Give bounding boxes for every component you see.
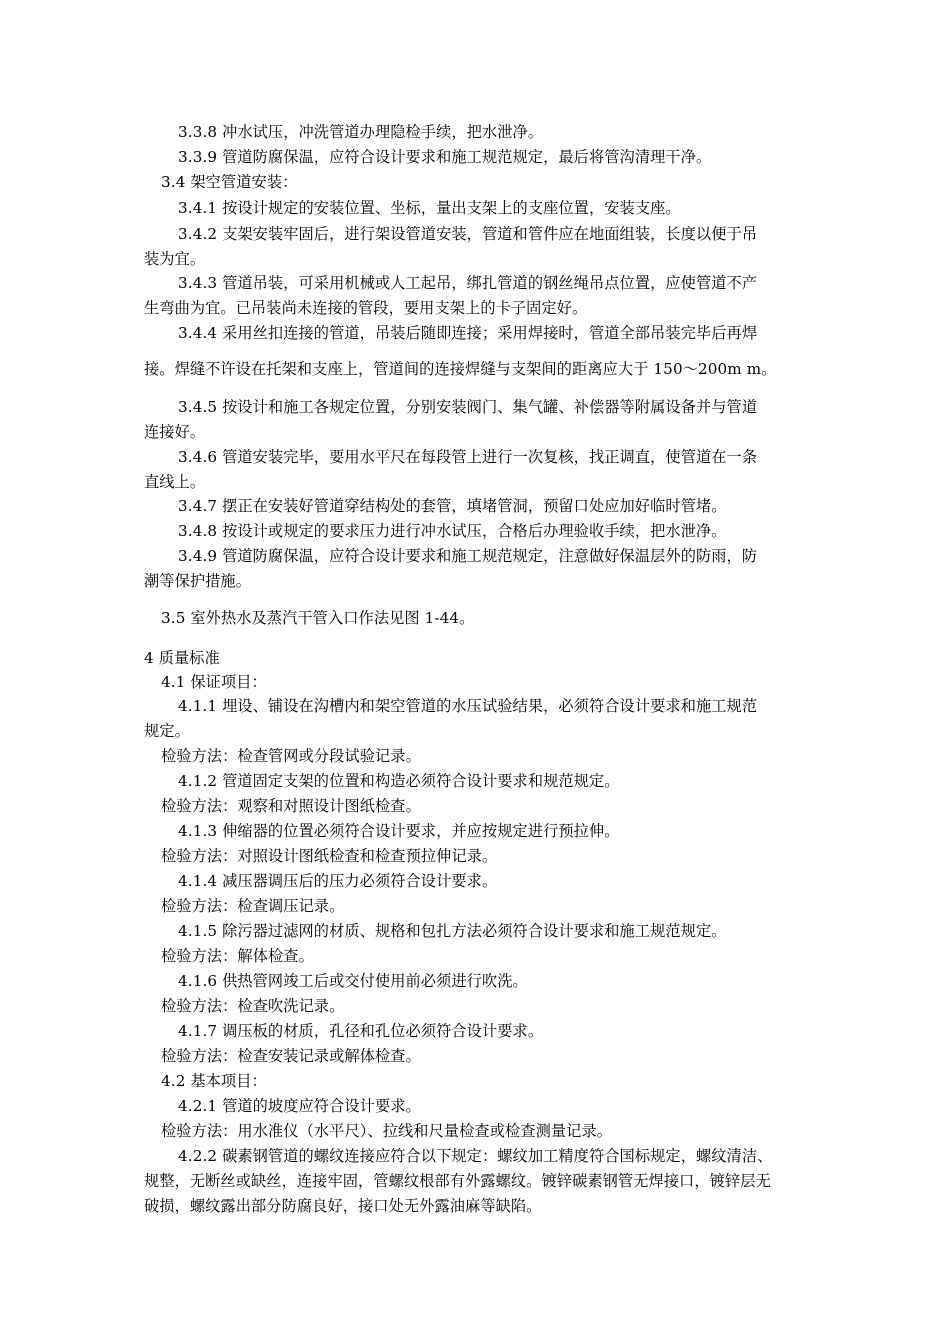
text-line: 4.2.2 碳素钢管道的螺纹连接应符合以下规定：螺纹加工精度符合国标规定，螺纹清洁、 xyxy=(178,1147,773,1165)
text-line: 4.1.2 管道固定支架的位置和构造必须符合设计要求和规范规定。 xyxy=(178,772,620,790)
chapter-heading: 4 质量标准 xyxy=(144,649,220,667)
inspection-method: 检验方法：检查吹洗记录。 xyxy=(161,997,345,1015)
text-line: 4.1.1 埋设、铺设在沟槽内和架空管道的水压试验结果，必须符合设计要求和施工规范 xyxy=(178,697,758,715)
text-line: 3.4.8 按设计或规定的要求压力进行冲水试压，合格后办理验收手续，把水泄净。 xyxy=(178,522,727,540)
text-line: 4.1.7 调压板的材质，孔径和孔位必须符合设计要求。 xyxy=(178,1022,544,1040)
text-line: 4.1.5 除污器过滤网的材质、规格和包扎方法必须符合设计要求和施工规范规定。 xyxy=(178,922,727,940)
text-line: 3.4.4 采用丝扣连接的管道，吊装后随即连接；采用焊接时，管道全部吊装完毕后再焊 xyxy=(178,324,758,342)
text-line: 连接好。 xyxy=(144,423,206,441)
inspection-method: 检验方法：检查管网或分段试验记录。 xyxy=(161,747,421,765)
text-line: 3.3.8 冲水试压，冲洗管道办理隐检手续，把水泄净。 xyxy=(178,123,544,141)
text-line: 装为宜。 xyxy=(144,250,206,268)
text-line: 生弯曲为宜。已吊装尚未连接的管段，要用支架上的卡子固定好。 xyxy=(144,299,588,317)
inspection-method: 检验方法：用水准仪（水平尺）、拉线和尺量检查或检查测量记录。 xyxy=(161,1122,613,1140)
text-line: 潮等保护措施。 xyxy=(144,572,252,590)
text-line: 直线上。 xyxy=(144,473,206,491)
inspection-method: 检验方法：观察和对照设计图纸检查。 xyxy=(161,797,421,815)
text-line: 破损，螺纹露出部分防腐良好，接口处无外露油麻等缺陷。 xyxy=(144,1197,542,1215)
text-line: 3.4.3 管道吊装，可采用机械或人工起吊，绑扎管道的钢丝绳吊点位置，应使管道不产 xyxy=(178,274,758,292)
text-line: 3.4.9 管道防腐保温，应符合设计要求和施工规范规定，注意做好保温层外的防雨，防 xyxy=(178,547,758,565)
text-line: 4.1.6 供热管网竣工后或交付使用前必须进行吹洗。 xyxy=(178,972,528,990)
text-line: 规定。 xyxy=(144,722,190,740)
text-line: 3.4.7 摆正在安装好管道穿结构处的套管，填堵管洞，预留口处应加好临时管堵。 xyxy=(178,497,727,515)
section-heading: 3.5 室外热水及蒸汽干管入口作法见图 1-44。 xyxy=(161,609,475,627)
text-line: 4.1.3 伸缩器的位置必须符合设计要求，并应按规定进行预拉伸。 xyxy=(178,822,620,840)
section-heading: 4.2 基本项目： xyxy=(161,1072,267,1090)
text-line: 3.4.1 按设计规定的安装位置、坐标，量出支架上的支座位置，安装支座。 xyxy=(178,199,681,217)
inspection-method: 检验方法：对照设计图纸检查和检查预拉伸记录。 xyxy=(161,847,498,865)
text-line: 3.3.9 管道防腐保温，应符合设计要求和施工规范规定，最后将管沟清理干净。 xyxy=(178,148,712,166)
text-line: 3.4.2 支架安装牢固后，进行架设管道安装，管道和管件应在地面组装，长度以便于吊 xyxy=(178,225,758,243)
text-line: 4.1.4 减压器调压后的压力必须符合设计要求。 xyxy=(178,872,498,890)
inspection-method: 检验方法：检查安装记录或解体检查。 xyxy=(161,1047,421,1065)
section-heading: 3.4 架空管道安装： xyxy=(161,173,298,191)
text-line: 3.4.5 按设计和施工各规定位置，分别安装阀门、集气罐、补偿器等附属设备并与管道 xyxy=(178,398,758,416)
inspection-method: 检验方法：解体检查。 xyxy=(161,947,314,965)
inspection-method: 检验方法：检查调压记录。 xyxy=(161,897,345,915)
text-line: 3.4.6 管道安装完毕，要用水平尺在每段管上进行一次复核，找正调直，使管道在一条 xyxy=(178,448,758,466)
section-heading: 4.1 保证项目： xyxy=(161,673,267,691)
text-line: 规整，无断丝或缺丝，连接牢固，管螺纹根部有外露螺纹。镀锌碳素钢管无焊接口，镀锌层无 xyxy=(144,1172,771,1190)
text-line: 接。焊缝不许设在托架和支座上，管道间的连接焊缝与支架间的距离应大于 150～200m m。 xyxy=(144,360,777,378)
text-line: 4.2.1 管道的坡度应符合设计要求。 xyxy=(178,1097,421,1115)
